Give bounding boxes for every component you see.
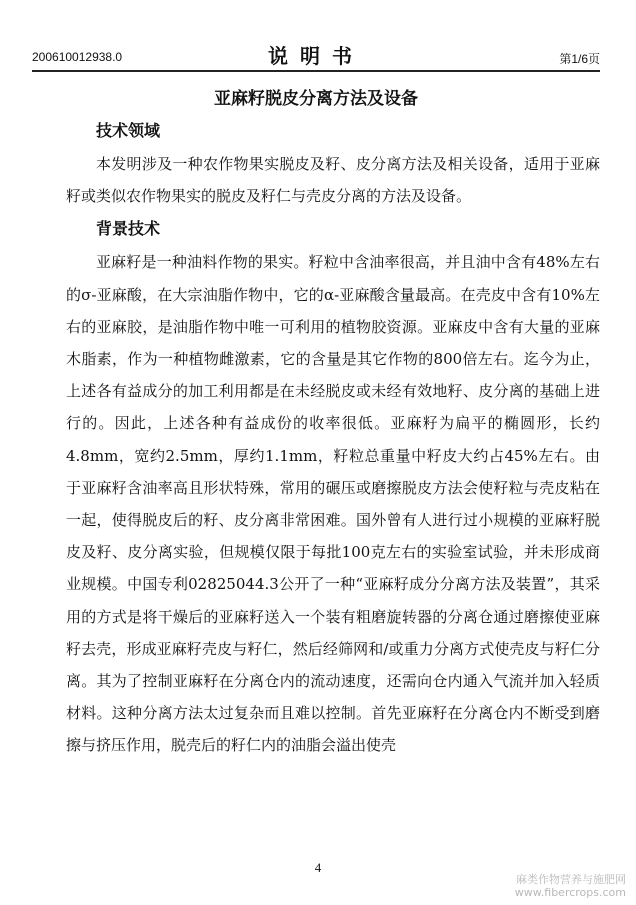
document-number: 200610012938.0 xyxy=(32,50,123,64)
watermark-site-name: 麻类作物营养与施肥网 xyxy=(516,873,626,886)
section-paragraph-background: 亚麻籽是一种油料作物的果实。籽粒中含油率很高，并且油中含有48%左右的σ-亚麻酸，在大宗油脂作物中，它的α-亚麻酸含量最高。在壳皮中含有10%左右的亚麻胶，是油脂作物中唯一可利用的植物胶资源。亚麻皮中含有大量的亚麻木脂素，作为一种植物雌激素，它的含量是其它作物的800倍左右。迄今为止，上述各有益成分的加工利用都是在未经脱皮或未经有效地籽、皮分离的基础上进行的。因此，上述各种有益成份的收率很低。亚麻籽为扁平的椭圆形，长约4.8mm，宽约2.5mm，厚约1.1mm，籽粒总重量中籽皮大约占45%左右。由于亚麻籽含油率高且形状特殊，常用的碾压或磨擦脱皮方法会使籽粒与壳皮粘在一起，使得脱皮后的籽、皮分离非常困难。国外曾有人进行过小规模的亚麻籽脱皮及籽、皮分离实验，但规模仅限于每批100克左右的实验室试验，并未形成商业规模。中国专利02825044.3公开了一种“亚麻籽成分分离方法及装置”，其采用的方式是将干燥后的亚麻籽送入一个装有粗磨旋转器的分离仓通过磨擦使亚麻籽去壳，形成亚麻籽壳皮与籽仁，然后经筛网和/或重力分离方式使壳皮与籽仁分离。其为了控制亚麻籽在分离仓内的流动速度，还需向仓内通入气流并加入轻质材料。这种分离方法太过复杂而且难以控制。首先亚麻籽在分离仓内不断受到磨擦与挤压作用，脱壳后的籽仁内的油脂会溢出使壳 xyxy=(66,253,600,755)
page-indicator: 第1/6页 xyxy=(559,52,600,66)
header-title: 说明书 xyxy=(268,44,364,68)
section-heading-background: 背景技术 xyxy=(96,219,161,239)
document-title: 亚麻籽脱皮分离方法及设备 xyxy=(214,89,418,109)
page-number: 4 xyxy=(314,860,322,875)
watermark xyxy=(515,873,626,899)
section-paragraph-tech-field: 本发明涉及一种农作物果实脱皮及籽、皮分离方法及相关设备，适用于亚麻籽或类似农作物果实的脱皮及籽仁与壳皮分离的方法及设备。 xyxy=(66,155,600,206)
watermark-url: www.fibercrops.com xyxy=(514,886,626,899)
header-divider xyxy=(32,70,600,72)
page-header xyxy=(32,40,600,70)
section-heading-tech-field: 技术领域 xyxy=(96,121,161,140)
document-body xyxy=(66,114,600,762)
